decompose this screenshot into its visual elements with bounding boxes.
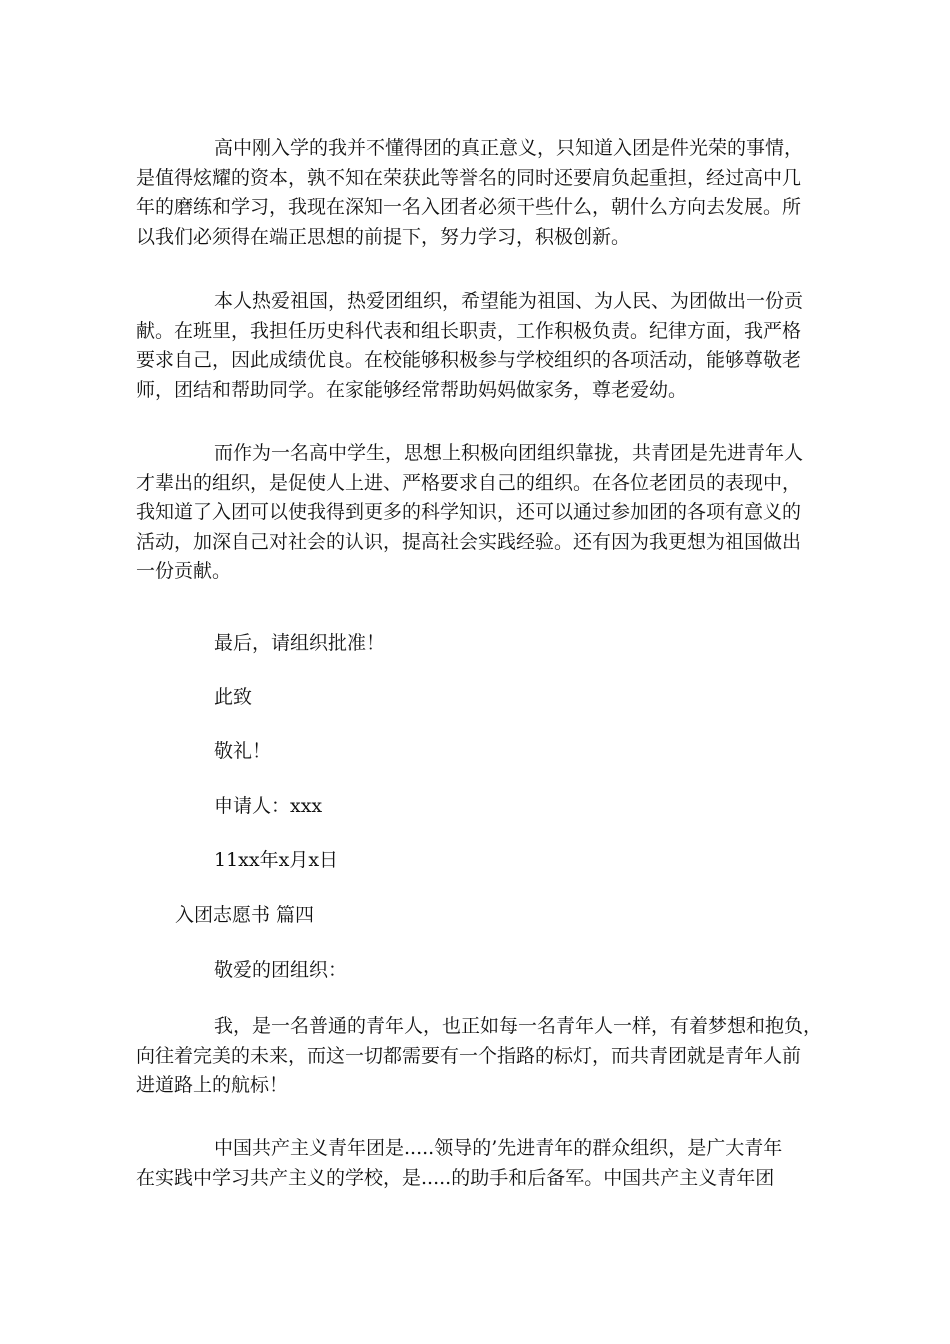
paragraph-line: 是值得炫耀的资本，孰不知在荣获此等誉名的同时还要肩负起重担，经过高中几: [136, 166, 802, 189]
paragraph-line: 一份贡献。: [136, 560, 232, 582]
application-date: 11xx年x月x日: [214, 849, 339, 871]
paragraph-line: 师，团结和帮助同学。在家能够经常帮助妈妈做家务，尊老爱幼。: [136, 378, 688, 401]
paragraph-line: 要求自己，因此成绩优良。在校能够积极参与学校组织的各项活动，能够尊敬老: [136, 349, 802, 371]
paragraph-line: 高中刚入学的我并不懂得团的真正意义，只知道入团是件光荣的事情，: [214, 137, 804, 159]
salute-line-1: 此致: [214, 686, 253, 708]
applicant-signature: 申请人：xxx: [214, 795, 323, 817]
paragraph-line: 以我们必须得在端正思想的前提下，努力学习，积极创新。: [136, 225, 631, 248]
salute-line-2: 敬礼！: [214, 740, 272, 762]
paragraph-3: [136, 439, 826, 587]
paragraph-4: [136, 1012, 826, 1101]
paragraph-line: 我，是一名普通的青年人，也正如每一名青年人一样，有着梦想和抱负，: [214, 1015, 823, 1037]
paragraph-line: 向往着完美的未来，而这一切都需要有一个指路的标灯，而共青团就是青年人前: [136, 1044, 802, 1067]
paragraph-2: [136, 287, 826, 405]
paragraph-line: 活动，加深自己对社会的认识，提高社会实践经验。还有因为我更想为祖国做出: [136, 530, 802, 553]
paragraph-line: 我知道了入团可以使我得到更多的科学知识，还可以通过参加团的各项有意义的: [136, 501, 802, 523]
greeting: 敬爱的团组织：: [214, 959, 348, 981]
paragraph-line: 而作为一名高中学生，思想上积极向团组织靠拢，共青团是先进青年人: [214, 442, 804, 464]
paragraph-line: 在实践中学习共产主义的学校，是.....的助手和后备军。中国共产主义青年团: [136, 1166, 775, 1189]
paragraph-5: [136, 1134, 826, 1193]
paragraph-line: 年的磨练和学习，我现在深知一名入团者必须干些什么，朝什么方向去发展。所: [136, 196, 802, 218]
paragraph-line: 才辈出的组织，是促使人上进、严格要求自己的组织。在各位老团员的表现中，: [136, 471, 802, 494]
paragraph-1: [136, 134, 826, 252]
paragraph-line: 献。在班里，我担任历史科代表和组长职责，工作积极负责。纪律方面，我严格: [136, 319, 802, 342]
paragraph-line: 进道路上的航标！: [136, 1074, 289, 1096]
paragraph-line: 本人热爱祖国，热爱团组织，希望能为祖国、为人民、为团做出一份贡: [214, 290, 804, 312]
paragraph-line: 中国共产主义青年团是.....领导的’先进青年的群众组织，是广大青年: [214, 1137, 783, 1159]
final-request: 最后，请组织批准！: [214, 632, 386, 654]
section-heading: 入团志愿书 篇四: [175, 904, 315, 926]
